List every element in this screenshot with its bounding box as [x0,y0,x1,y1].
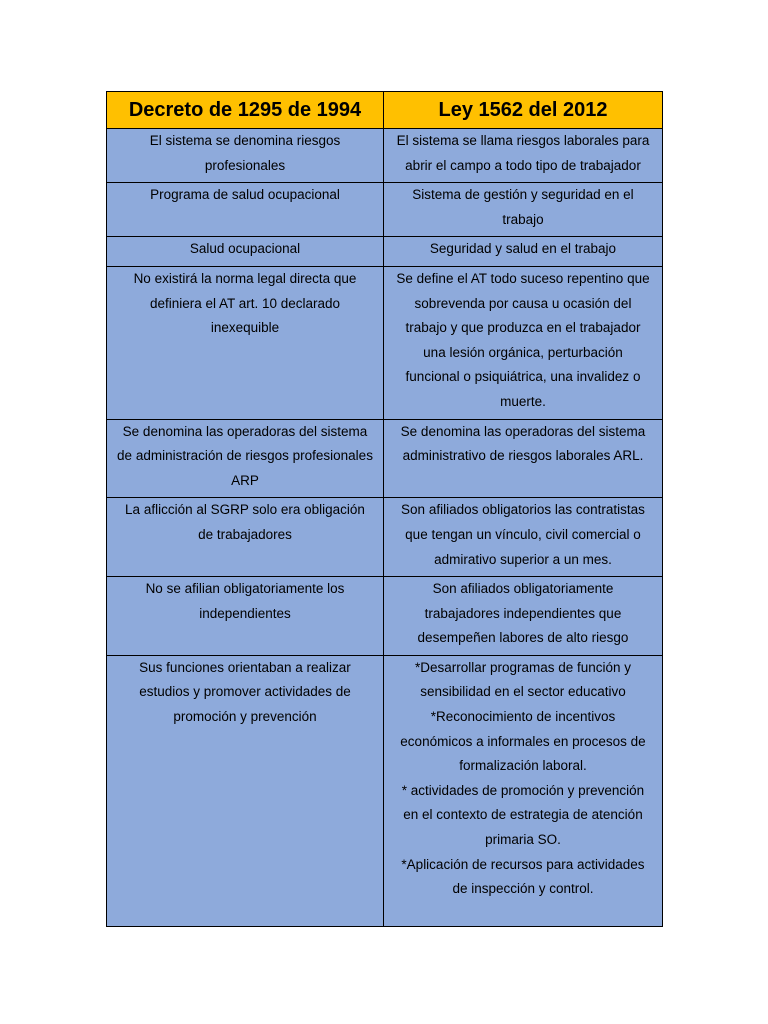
table-cell-left: El sistema se denomina riesgos profesionales [107,129,384,183]
table-header-row [107,92,663,129]
header-ley-1562: Ley 1562 del 2012 [384,92,663,129]
table-row [107,266,663,419]
table-cell-right: Se define el AT todo suceso repentino que sobrevenda por causa u ocasión del trabajo y que produzca en el trabajador una lesión orgánica, perturbación funcional o psiquiátrica, una invalidez o muerte. [384,266,663,419]
table-cell-left: Se denomina las operadoras del sistema de administración de riesgos profesionales ARP [107,419,384,498]
table-cell-right: Son afiliados obligatorios las contratistas que tengan un vínculo, civil comercial o admirativo superior a un mes. [384,498,663,577]
table-row [107,577,663,656]
table-row [107,419,663,498]
table-cell-right: Se denomina las operadoras del sistema administrativo de riesgos laborales ARL. [384,419,663,498]
table-cell-right: Seguridad y salud en el trabajo [384,237,663,267]
comparison-table [106,91,663,927]
table-cell-right: *Desarrollar programas de función y sensibilidad en el sector educativo *Reconocimiento de incentivos económicos a informales en procesos de formalización laboral. * actividades de promoción y prevención en el contexto de estrategia de atención primaria SO. *Aplicación de recursos para actividades de inspección y control. [384,655,663,926]
table-cell-left: Salud ocupacional [107,237,384,267]
table-cell-left: Programa de salud ocupacional [107,183,384,237]
table-cell-right: Son afiliados obligatoriamente trabajadores independientes que desempeñen labores de alto riesgo [384,577,663,656]
header-decreto-1295: Decreto de 1295 de 1994 [107,92,384,129]
table-cell-left: No se afilian obligatoriamente los independientes [107,577,384,656]
table-row [107,237,663,267]
table-row [107,498,663,577]
table-row [107,183,663,237]
table-cell-right: Sistema de gestión y seguridad en el trabajo [384,183,663,237]
table-cell-left: Sus funciones orientaban a realizar estudios y promover actividades de promoción y prevención [107,655,384,926]
table-cell-left: No existirá la norma legal directa que definiera el AT art. 10 declarado inexequible [107,266,384,419]
table-row [107,655,663,926]
table-row [107,129,663,183]
table-cell-left: La aflicción al SGRP solo era obligación de trabajadores [107,498,384,577]
table-cell-right: El sistema se llama riesgos laborales para abrir el campo a todo tipo de trabajador [384,129,663,183]
